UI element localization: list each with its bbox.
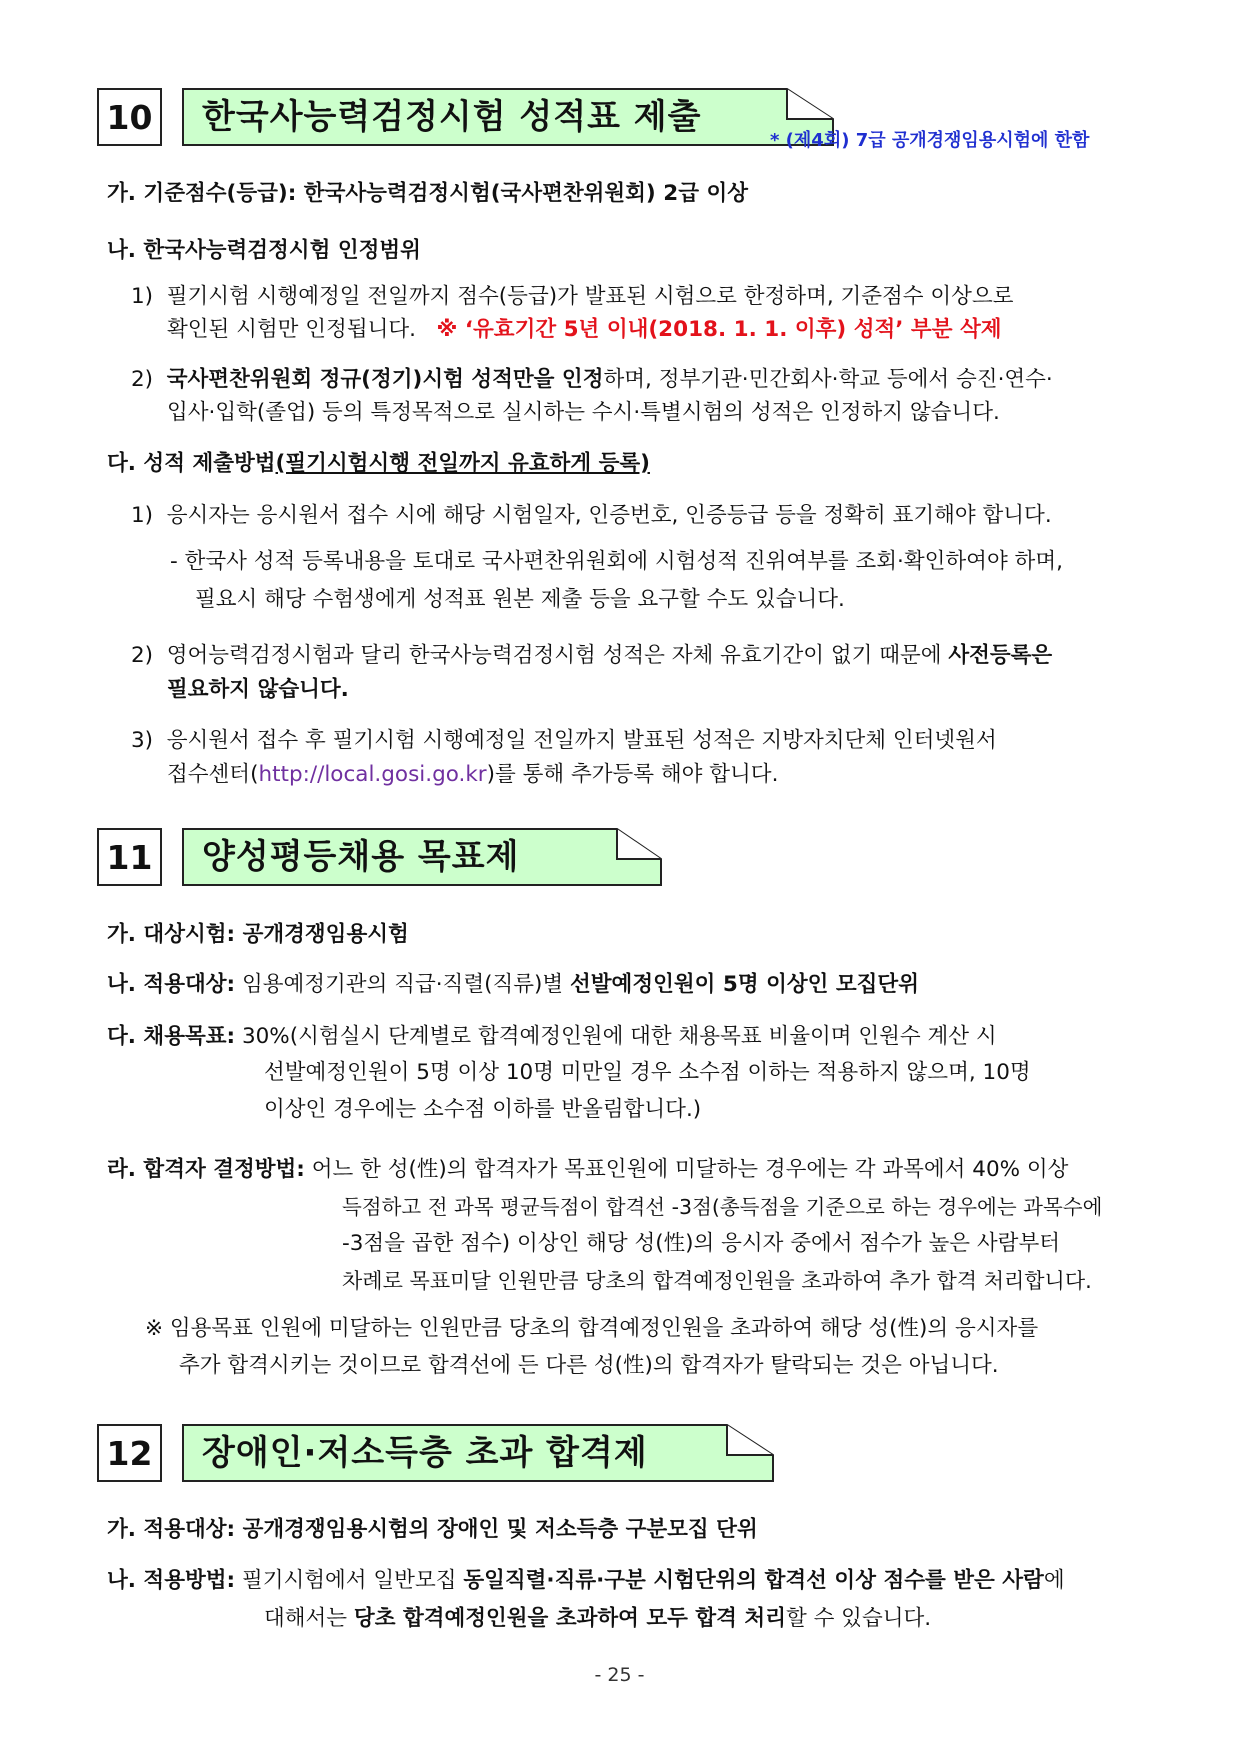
section-number: 11 [97, 828, 162, 886]
list-item: 2) 국사편찬위원회 정규(정기)시험 성적만을 인정하며, 정부기관·민간회사·학교 등에서 승진·연수· [131, 367, 1053, 392]
list-item-continuation: 접수센터(http://local.gosi.go.kr)를 통해 추가등록 해야 합니다. [167, 762, 779, 787]
list-item: 1) 필기시험 시행예정일 전일까지 점수(등급)가 발표된 시험으로 한정하며, 기준점수 이상으로 [131, 284, 1014, 309]
gosi-link[interactable]: http://local.gosi.go.kr [258, 762, 487, 787]
method-continuation: 대해서는 당초 합격예정인원을 초과하여 모두 합격 처리할 수 있습니다. [264, 1606, 932, 1631]
section-title-box [182, 828, 662, 886]
applicable-line: 나. 적용대상: 임용예정기관의 직급·직렬(직류)별 선발예정인원이 5명 이상인 모집단위 [107, 972, 919, 997]
note-line: ※ 임용목표 인원에 미달하는 인원만큼 당초의 합격예정인원을 초과하여 해당 성(性)의 응시자를 [145, 1316, 1039, 1341]
list-item-continuation: 입사·입학(졸업) 등의 특정목적으로 실시하는 수시·특별시험의 성적은 인정하지 않습니다. [167, 400, 1000, 425]
note-continuation: 추가 합격시키는 것이므로 합격선에 든 다른 성(性)의 합격자가 탈락되는 것은 아닙니다. [179, 1353, 999, 1378]
page-number: - 25 - [594, 1664, 645, 1686]
decision-method-line: 라. 합격자 결정방법: 어느 한 성(性)의 합격자가 목표인원에 미달하는 경우에는 각 과목에서 40% 이상 [107, 1157, 1069, 1182]
list-item: 3) 응시원서 접수 후 필기시험 시행예정일 전일까지 발표된 성적은 지방자치단체 인터넷원서 [131, 728, 997, 753]
decision-method-continuation: 차례로 목표미달 인원만큼 당초의 합격예정인원을 초과하여 추가 합격 처리합니다. [342, 1269, 1092, 1293]
hiring-target-continuation: 이상인 경우에는 소수점 이하를 반올림합니다.) [264, 1097, 702, 1122]
subsection-heading: 다. 성적 제출방법(필기시험시행 전일까지 유효하게 등록) [107, 451, 650, 476]
section-title-box [182, 1424, 774, 1482]
target-exam-line: 가. 대상시험: 공개경쟁임용시험 [107, 922, 409, 947]
list-item-continuation: 필요하지 않습니다. [167, 677, 349, 702]
sub-item: - 한국사 성적 등록내용을 토대로 국사편찬위원회에 시험성적 진위여부를 조회·확인하여야 하며, [170, 549, 1063, 574]
validity-deletion-note: ※ ‘유효기간 5년 이내(2018. 1. 1. 이후) 성적’ 부분 삭제 [436, 317, 1002, 342]
hiring-target-continuation: 선발예정인원이 5명 이상 10명 미만일 경우 소수점 이하는 적용하지 않으며, 10명 [264, 1060, 1031, 1085]
subsection-heading: 나. 한국사능력검정시험 인정범위 [107, 238, 421, 263]
decision-method-continuation: -3점을 곱한 점수) 이상인 해당 성(性)의 응시자 중에서 점수가 높은 사람부터 [342, 1231, 1060, 1256]
sub-item-continuation: 필요시 해당 수험생에게 성적표 원본 제출 등을 요구할 수도 있습니다. [195, 587, 845, 612]
section-title: 한국사능력검정시험 성적표 제출 [202, 97, 702, 137]
section-number: 12 [97, 1424, 162, 1482]
applicable-line: 가. 적용대상: 공개경쟁임용시험의 장애인 및 저소득층 구분모집 단위 [107, 1517, 758, 1542]
decision-method-continuation: 득점하고 전 과목 평균득점이 합격선 -3점(총득점을 기준으로 하는 경우에는 과목수에 [342, 1195, 1103, 1219]
criteria-line: 가. 기준점수(등급): 한국사능력검정시험(국사편찬위원회) 2급 이상 [107, 181, 748, 206]
section-number: 10 [97, 88, 162, 146]
section-title: 양성평등채용 목표제 [202, 837, 520, 877]
section-title-box [182, 88, 834, 146]
hiring-target-line: 다. 채용목표: 30%(시험실시 단계별로 합격예정인원에 대한 채용목표 비율이며 인원수 계산 시 [107, 1024, 997, 1049]
method-line: 나. 적용방법: 필기시험에서 일반모집 동일직렬·직류·구분 시험단위의 합격선 이상 점수를 받은 사람에 [107, 1568, 1065, 1593]
list-item: 1) 응시자는 응시원서 접수 시에 해당 시험일자, 인증번호, 인증등급 등을 정확히 표기해야 합니다. [131, 503, 1052, 528]
list-item-continuation: 확인된 시험만 인정됩니다. ※ ‘유효기간 5년 이내(2018. 1. 1. 이후) 성적’ 부분 삭제 [167, 317, 1002, 342]
section-title: 장애인·저소득층 초과 합격제 [202, 1433, 648, 1473]
list-item: 2) 영어능력검정시험과 달리 한국사능력검정시험 성적은 자체 유효기간이 없기 때문에 사전등록은 [131, 643, 1053, 668]
exam-scope-note: * (제4회) 7급 공개경쟁임용시험에 한함 [770, 130, 1090, 151]
